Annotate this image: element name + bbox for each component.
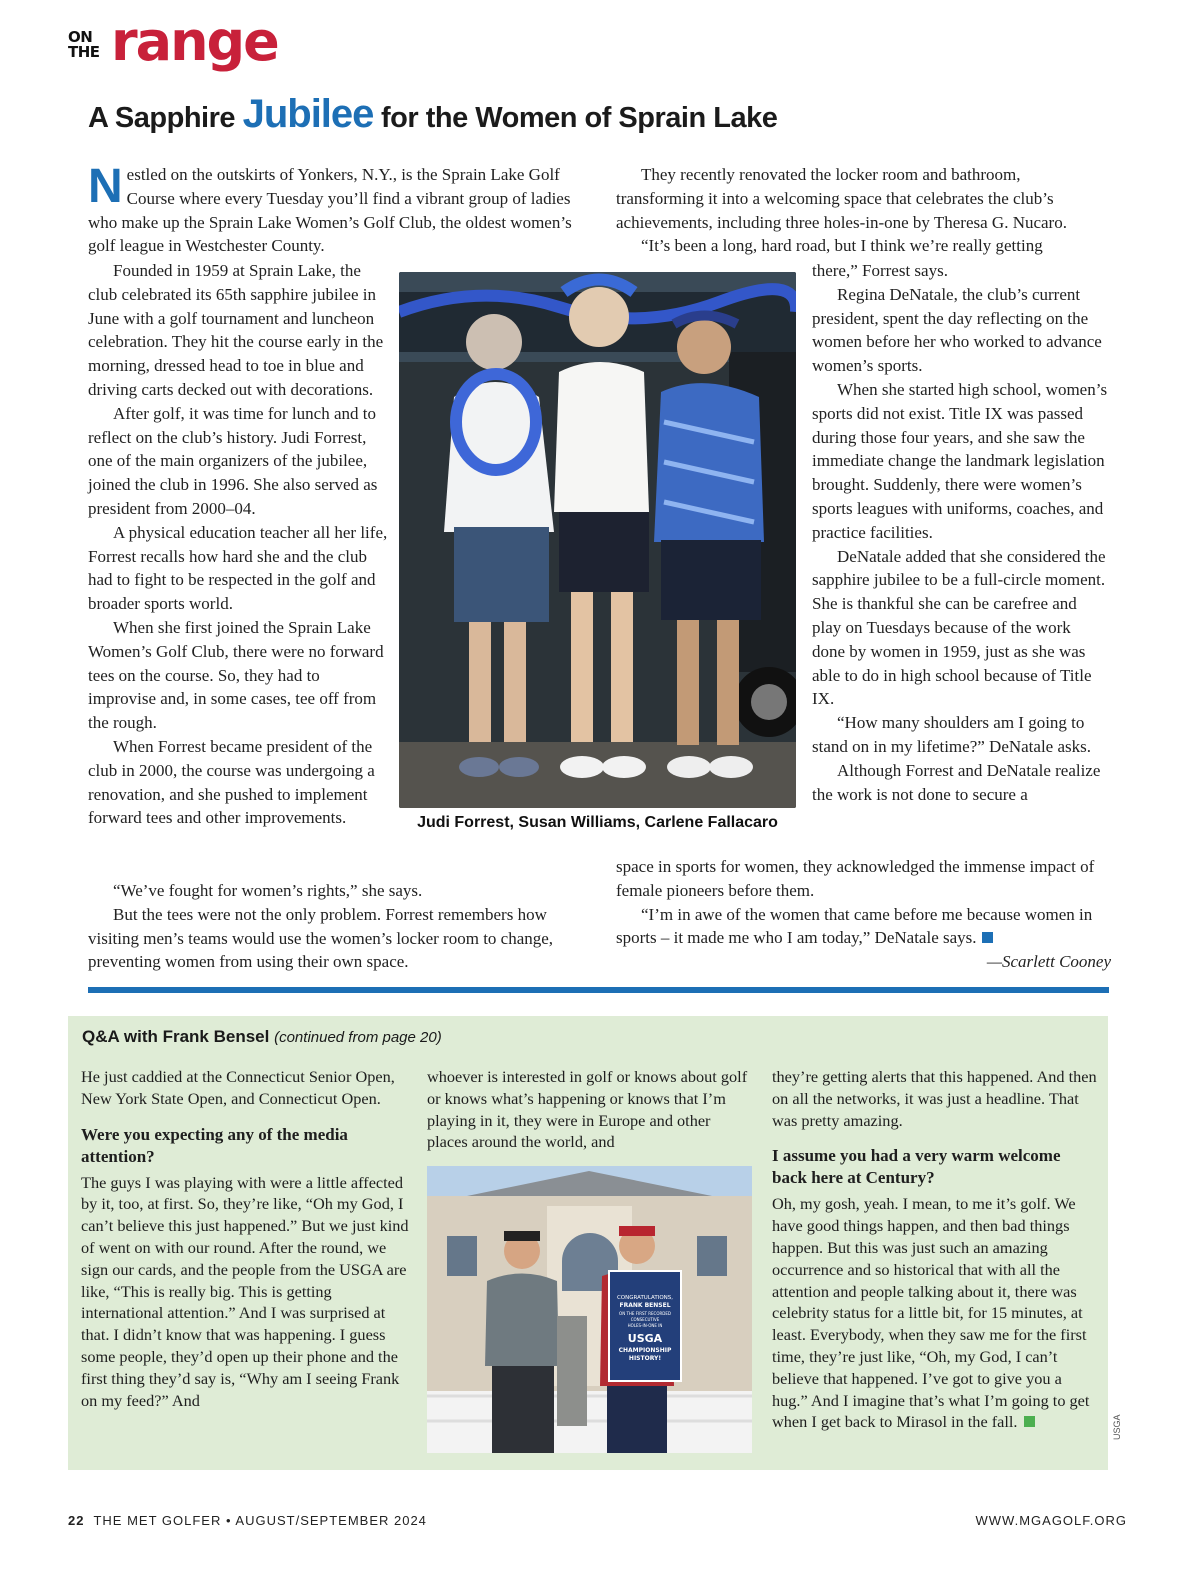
article-col-right-top — [616, 163, 1111, 258]
paragraph: After golf, it was time for lunch and to reflect on the club’s history. Judi Forrest, one of the main organizers of the jubilee, joined the club in 1996. She also served as president from 2000–04. — [88, 403, 378, 518]
qa-col-3 — [772, 1066, 1097, 1447]
paragraph-intro: Nestled on the outskirts of Yonkers, N.Y., is the Sprain Lake Golf Course where every Tuesday you’ll find a vibrant group of ladies who make up the Sprain Lake Women’s Golf Club, the oldest women’s golf league in Westchester County. — [88, 160, 572, 256]
paragraph: Regina DeNatale, the club’s current president, spent the day reflecting on the women before her who worked to advance women’s sports. — [812, 284, 1102, 376]
qa-question: I assume you had a very warm welcome back here at Century? — [772, 1146, 1061, 1188]
page-number: 22 — [68, 1513, 85, 1528]
paragraph: A physical education teacher all her life, Forrest recalls how hard she and the club had to fight to be respected in the golf and broader sports world. — [88, 522, 388, 614]
paragraph: When she first joined the Sprain Lake Women’s Golf Club, there were no forward tees on the course. So, they had to improvise and, in some cases, tee off from the rough. — [88, 617, 384, 733]
headline-jubilee: Jubilee — [242, 92, 374, 136]
logo-the: THE — [68, 43, 100, 61]
article-col-right-narrow — [812, 259, 1108, 806]
logo-range: range — [111, 10, 278, 73]
magazine-title: THE MET GOLFER • AUGUST/SEPTEMBER 2024 — [93, 1513, 427, 1528]
qa-title — [82, 1027, 442, 1047]
photo-three-women — [399, 272, 796, 808]
paragraph-cont: space in sports for women, they acknowledged the immense impact of female pioneers before them. — [616, 857, 1095, 900]
qa-col-1 — [81, 1066, 411, 1425]
paragraph-cont: there,” Forrest says. — [812, 261, 948, 280]
headline-pre: A Sapphire — [88, 102, 236, 134]
qa-paragraph: whoever is interested in golf or knows about golf or knows what’s happening or knows that I’m playing in it, they were in Europe and other places around the world, and — [427, 1067, 748, 1152]
footer-left — [68, 1513, 427, 1528]
article-headline — [88, 92, 777, 137]
sign-line: USGA — [627, 1332, 663, 1345]
photo-credit: USGA — [1112, 1414, 1122, 1440]
paragraph: “How many shoulders am I going to stand on in my lifetime?” DeNatale asks. — [812, 713, 1091, 756]
article-col-left-narrow — [88, 259, 388, 830]
article-col-left-bottom — [88, 879, 578, 974]
paragraph-closing: “I’m in awe of the women that came before me because women in sports – it made me who I am today,” DeNatale says. — [616, 904, 1093, 948]
sign-line: HOLES-IN-ONE IN — [627, 1323, 663, 1328]
qa-title-continued: (continued from page 20) — [274, 1029, 442, 1046]
sign-line: FRANK BENSEL — [619, 1302, 671, 1309]
paragraph: When Forrest became president of the club in 2000, the course was undergoing a renovation, and she pushed to implement forward tees and other improvements. — [88, 736, 375, 828]
qa-paragraph: He just caddied at the Connecticut Senior Open, New York State Open, and Connecticut Open. — [81, 1067, 395, 1108]
qa-title-main: Q&A with Frank Bensel — [82, 1027, 270, 1046]
sign-line: HISTORY! — [628, 1355, 662, 1362]
headline-post: for the Women of Sprain Lake — [380, 102, 778, 134]
paragraph: When she started high school, women’s sports did not exist. Title IX was passed during those four years, and she saw the immediate change the landmark legislation brought. Suddenly, there were women’s sports leagues with uniforms, coaches, and practice facilities. — [812, 379, 1108, 542]
photo-caption: Judi Forrest, Susan Williams, Carlene Fallacaro — [417, 814, 778, 831]
article-col-left-top — [88, 160, 588, 258]
sign-line: CONSECUTIVE — [630, 1317, 660, 1322]
paragraph: Although Forrest and DeNatale realize the work is not done to secure a — [812, 760, 1101, 804]
qa-paragraph: The guys I was playing with were a little affected by it, too, at first. So, they’re like, “Oh my God, I can’t believe this just happened.” But we just kind of went on with our round. After the round, we sign our cards, and the people from the USGA are like, “This is really big. This is getting international attention.” And I was surprised at that. I didn’t know that was happening. I guess some people, they’d open up their phone and the first thing they’d say is, “Why am I seeing Frank on my feed?” And — [81, 1172, 409, 1410]
paragraph: Founded in 1959 at Sprain Lake, the club celebrated its 65th sapphire jubilee in June with a golf tournament and luncheon celebration. They hit the course early in the morning, dressed head to toe in blue and driving carts decked out with decorations. — [88, 261, 384, 399]
qa-paragraph: they’re getting alerts that this happened. And then on all the networks, it was just a headline. That was pretty amazing. — [772, 1067, 1097, 1130]
end-mark-icon — [982, 932, 993, 943]
qa-question: Were you expecting any of the media attention? — [81, 1124, 348, 1166]
paragraph: But the tees were not the only problem. Forrest remembers how visiting men’s teams would use the women’s locker room to change, preventing women from using their own space. — [88, 904, 554, 972]
qa-paragraph-closing: Oh, my gosh, yeah. I mean, to me it’s golf. We have good things happen, and then bad things happen. But this was just such an amazing occurrence and so historical that with all the attention and people talking about it, there was celebrity status for a little bit, for 15 minutes, at least. Everybody, when they saw me for the first time, they’re just like, “Oh, my God, I can’t believe that happened. I’ve got to give you a hug.” And I imagine that’s what I’m going to get when I get back to Mirasol in the fall. — [772, 1194, 1090, 1432]
byline: —Scarlett Cooney — [986, 952, 1111, 972]
sign-line: CONGRATULATIONS, — [616, 1295, 674, 1301]
article-col-right-bottom — [616, 855, 1111, 974]
logo-on: ON — [68, 28, 93, 46]
logo-on-the — [68, 30, 100, 60]
paragraph: “It’s been a long, hard road, but I think we’re really getting — [641, 236, 1043, 256]
sign-line: ON THE FIRST RECORDED — [619, 1311, 671, 1316]
paragraph: They recently renovated the locker room and bathroom, transforming it into a welcoming space that celebrates the club’s achievements, including three holes-in-one by Theresa G. Nucaro. — [616, 165, 1067, 232]
drop-cap: N — [88, 160, 123, 213]
section-divider — [88, 987, 1109, 993]
end-mark-icon — [1024, 1416, 1035, 1427]
photo-frank-bensel — [427, 1166, 752, 1453]
sign-line: CHAMPIONSHIP — [618, 1347, 672, 1354]
paragraph: “We’ve fought for women’s rights,” she says. — [113, 881, 423, 900]
paragraph: DeNatale added that she considered the sapphire jubilee to be a full-circle moment. She is thankful she can be carefree and play on Tuesdays because of the work done by women in 1959, just as she was able to do in high school because of Title IX. — [812, 546, 1106, 709]
footer-url[interactable]: WWW.MGAGOLF.ORG — [975, 1513, 1127, 1528]
qa-col-2 — [427, 1066, 755, 1167]
